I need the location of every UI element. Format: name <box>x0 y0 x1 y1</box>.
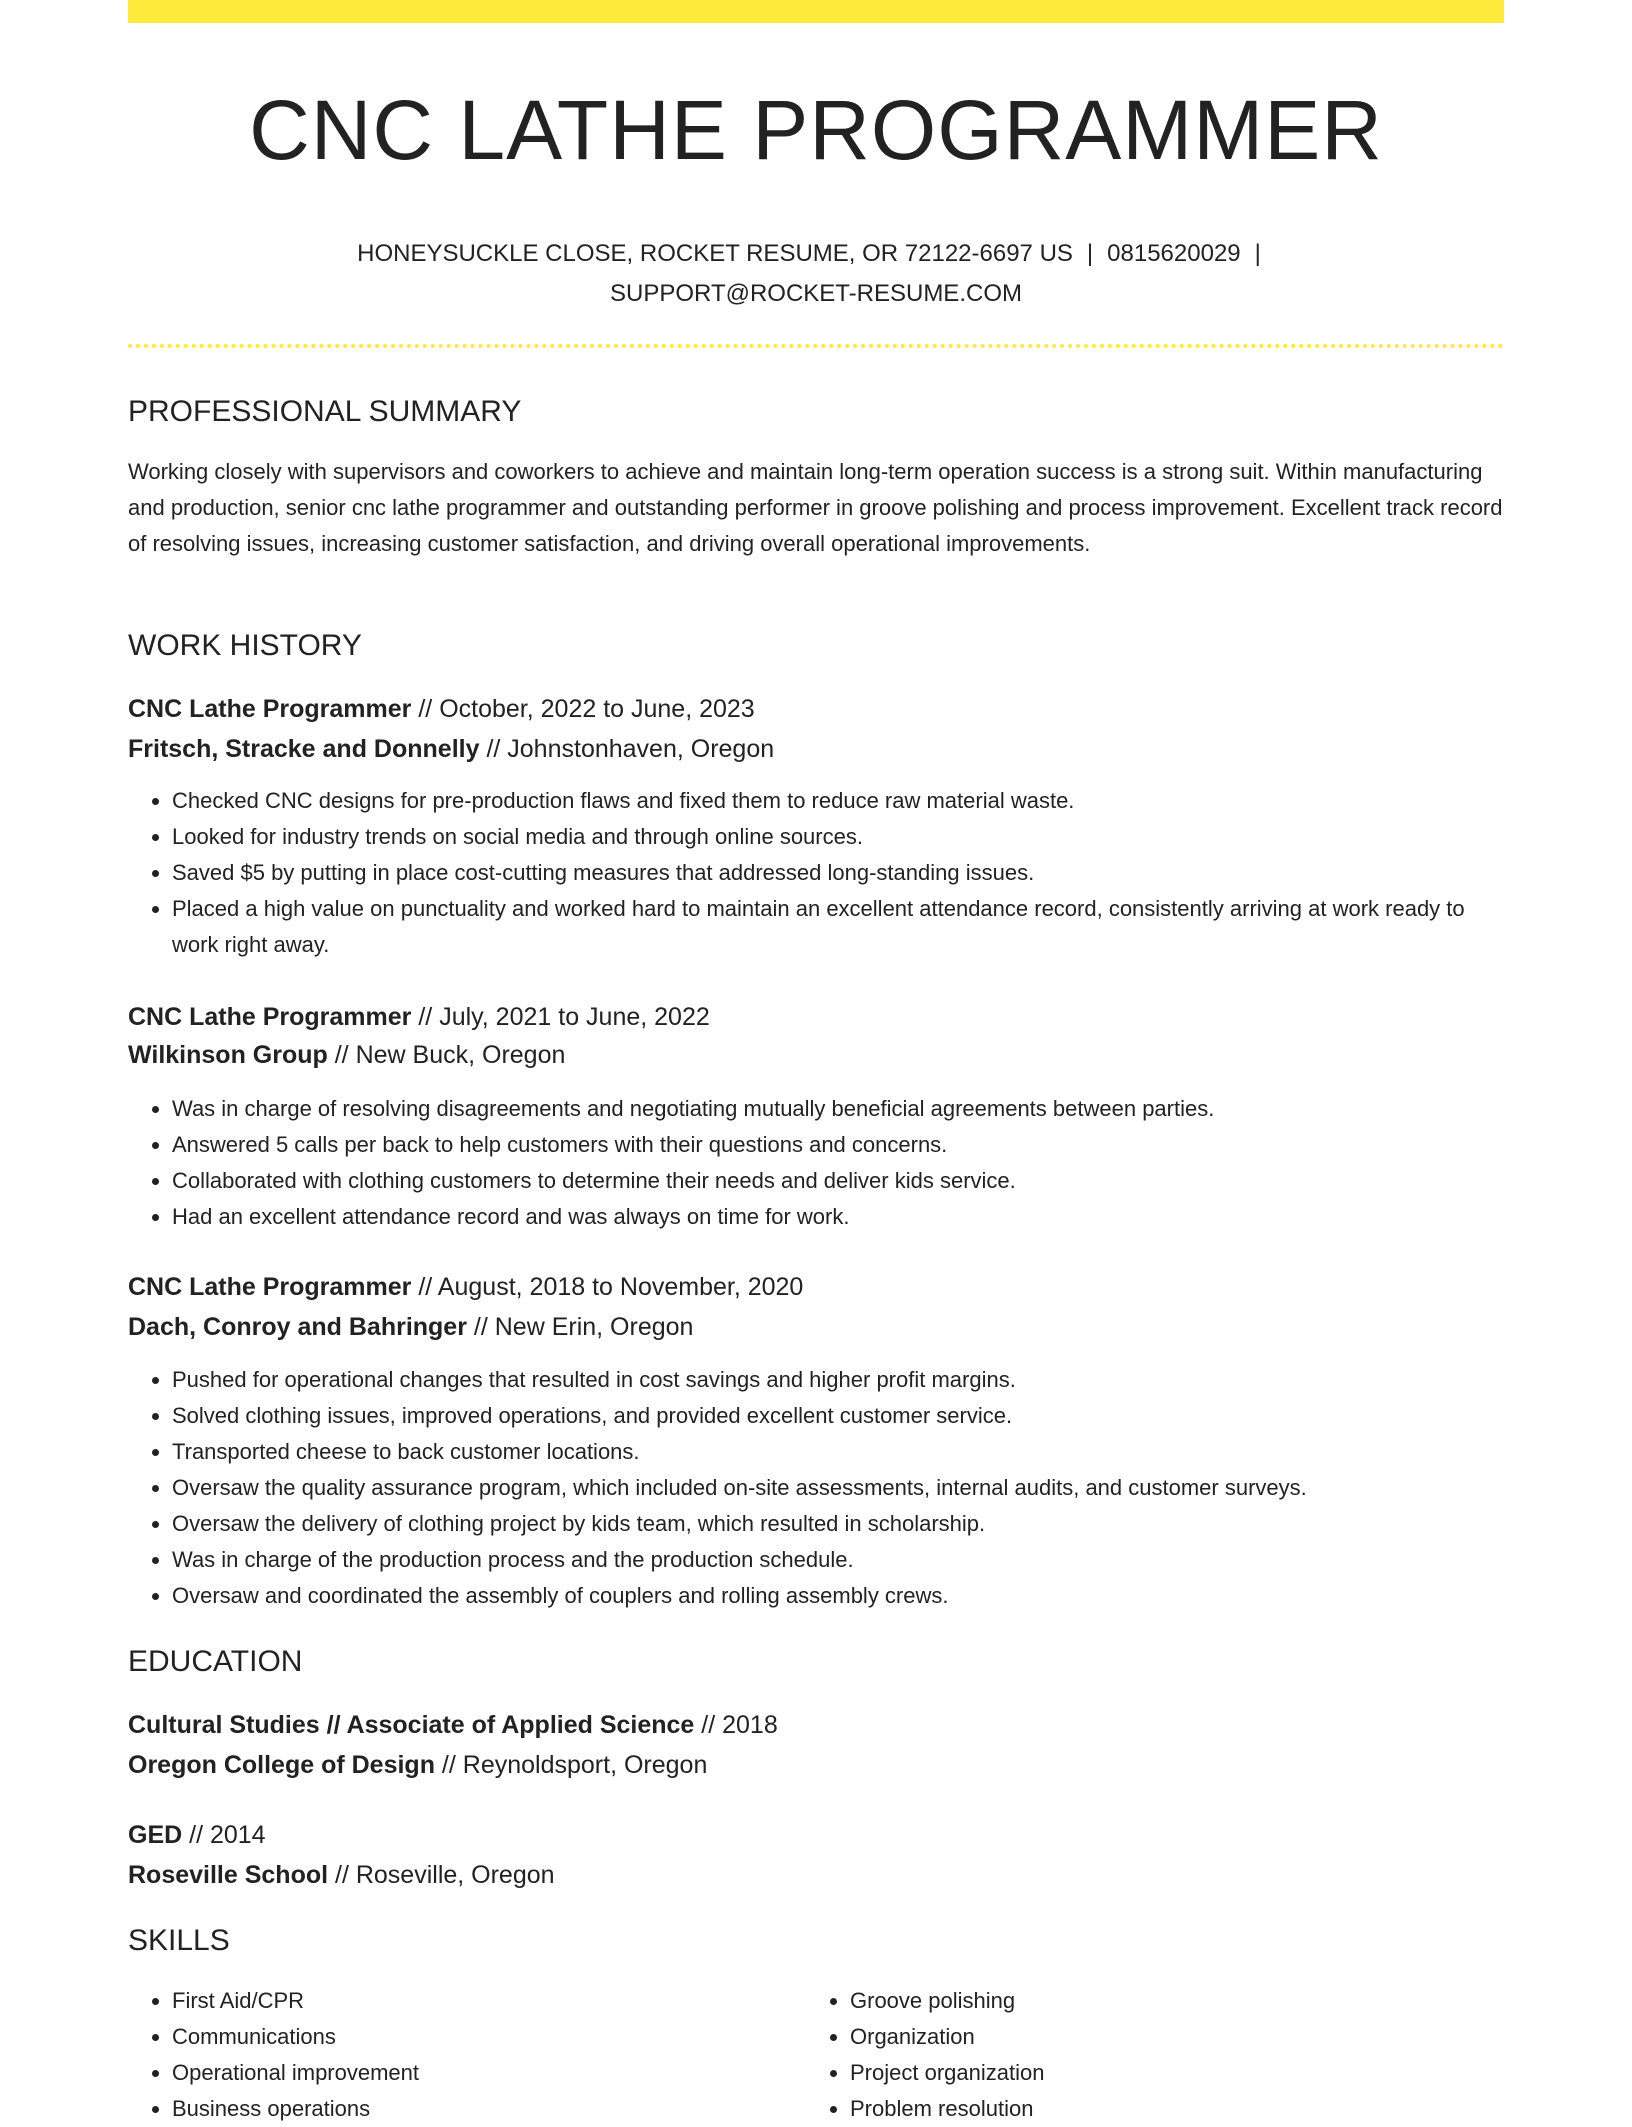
list-item: • Looked for industry trends on social media and through online sources. <box>172 819 1504 855</box>
contact-info <box>328 234 1304 314</box>
job-dates: // August, 2018 to November, 2020 <box>411 1273 804 1301</box>
job-role: CNC Lathe Programmer <box>128 695 412 723</box>
contact-separator: | <box>1254 240 1261 267</box>
summary-heading: PROFESSIONAL SUMMARY <box>128 395 522 428</box>
job-location: // New Buck, Oregon <box>327 1041 566 1069</box>
skill-item: • Groove polishing <box>850 1983 1450 2019</box>
education-degree-line <box>128 1707 778 1743</box>
skill-item: • Business operations <box>172 2091 772 2127</box>
skill-item: • Communications <box>172 2019 772 2055</box>
skills-list-left <box>128 1983 772 2127</box>
list-item: • Solved clothing issues, improved operations, and provided excellent customer service. <box>172 1398 1504 1434</box>
education-degree: Cultural Studies // Associate of Applied Science <box>128 1711 695 1739</box>
list-item: • Oversaw the quality assurance program, which included on-site assessments, internal audits, and customer surveys. <box>172 1470 1504 1506</box>
job-company-line <box>128 1037 565 1073</box>
job-title-line <box>128 1269 803 1305</box>
skill-item: • Problem resolution <box>850 2091 1450 2127</box>
contact-separator: | <box>1086 240 1094 267</box>
education-school-line <box>128 1747 707 1783</box>
contact-email: SUPPORT@ROCKET-RESUME.COM <box>610 280 1022 307</box>
education-location: // Reynoldsport, Oregon <box>434 1751 708 1779</box>
list-item: • Oversaw the delivery of clothing project by kids team, which resulted in scholarship. <box>172 1506 1504 1542</box>
list-item: • Pushed for operational changes that resulted in cost savings and higher profit margins. <box>172 1362 1504 1398</box>
education-year: // 2014 <box>182 1821 266 1849</box>
job-dates: // October, 2022 to June, 2023 <box>411 695 755 723</box>
list-item: • Collaborated with clothing customers to determine their needs and deliver kids service. <box>172 1163 1504 1199</box>
list-item: • Oversaw and coordinated the assembly of couplers and rolling assembly crews. <box>172 1578 1504 1614</box>
list-item: • Saved $5 by putting in place cost-cutting measures that addressed long-standing issues. <box>172 855 1504 891</box>
education-heading: EDUCATION <box>128 1645 303 1678</box>
education-degree-line <box>128 1817 266 1853</box>
skill-item: • First Aid/CPR <box>172 1983 772 2019</box>
education-school-line <box>128 1857 555 1893</box>
job-role: CNC Lathe Programmer <box>128 1273 412 1301</box>
job-location: // New Erin, Oregon <box>466 1313 694 1341</box>
list-item: • Placed a high value on punctuality and worked hard to maintain an excellent attendance record, consistently arriving at work ready to work right away. <box>172 891 1504 963</box>
job-company-line <box>128 731 774 767</box>
job-company: Wilkinson Group <box>128 1041 328 1069</box>
list-item: • Answered 5 calls per back to help customers with their questions and concerns. <box>172 1127 1504 1163</box>
summary-text: Working closely with supervisors and coworkers to achieve and maintain long-term operation success is a strong suit. Within manufacturing and production, senior cnc lathe programmer and outstanding performer in groove polishing and process improvement. Excellent track record of resolving issues, increasing customer satisfaction, and driving overall operational improvements. <box>128 459 1503 556</box>
list-item: • Was in charge of resolving disagreements and negotiating mutually beneficial agreements between parties. <box>172 1091 1504 1127</box>
accent-top-bar <box>128 0 1504 23</box>
skill-item: • Operational improvement <box>172 2055 772 2091</box>
education-school: Oregon College of Design <box>128 1751 435 1779</box>
contact-phone: 0815620029 <box>1107 240 1241 267</box>
job-bullets <box>128 1091 1504 1235</box>
list-item: • Was in charge of the production process and the production schedule. <box>172 1542 1504 1578</box>
skill-item: • Project organization <box>850 2055 1450 2091</box>
education-year: // 2018 <box>694 1711 778 1739</box>
job-company-line <box>128 1309 693 1345</box>
job-bullets <box>128 1362 1504 1614</box>
list-item: • Transported cheese to back customer locations. <box>172 1434 1504 1470</box>
contact-address: HONEYSUCKLE CLOSE, ROCKET RESUME, OR 72122-6697 US <box>357 240 1073 267</box>
education-location: // Roseville, Oregon <box>328 1861 555 1889</box>
job-title-line <box>128 999 710 1035</box>
job-location: // Johnstonhaven, Oregon <box>479 735 775 763</box>
job-company: Fritsch, Stracke and Donnelly <box>128 735 480 763</box>
resume-title: CNC LATHE PROGRAMMER <box>249 83 1383 177</box>
job-dates: // July, 2021 to June, 2022 <box>411 1003 710 1031</box>
education-school: Roseville School <box>128 1861 329 1889</box>
job-title-line <box>128 691 755 727</box>
skill-item: • Organization <box>850 2019 1450 2055</box>
job-company: Dach, Conroy and Bahringer <box>128 1313 467 1341</box>
skills-heading: SKILLS <box>128 1924 230 1957</box>
list-item: • Checked CNC designs for pre-production flaws and fixed them to reduce raw material waste. <box>172 783 1504 819</box>
skills-list-right <box>806 1983 1450 2127</box>
dotted-divider <box>128 344 1504 348</box>
work-history-heading: WORK HISTORY <box>128 629 362 662</box>
list-item: • Had an excellent attendance record and was always on time for work. <box>172 1199 1504 1235</box>
job-bullets <box>128 783 1504 963</box>
job-role: CNC Lathe Programmer <box>128 1003 412 1031</box>
education-degree: GED <box>128 1821 183 1849</box>
